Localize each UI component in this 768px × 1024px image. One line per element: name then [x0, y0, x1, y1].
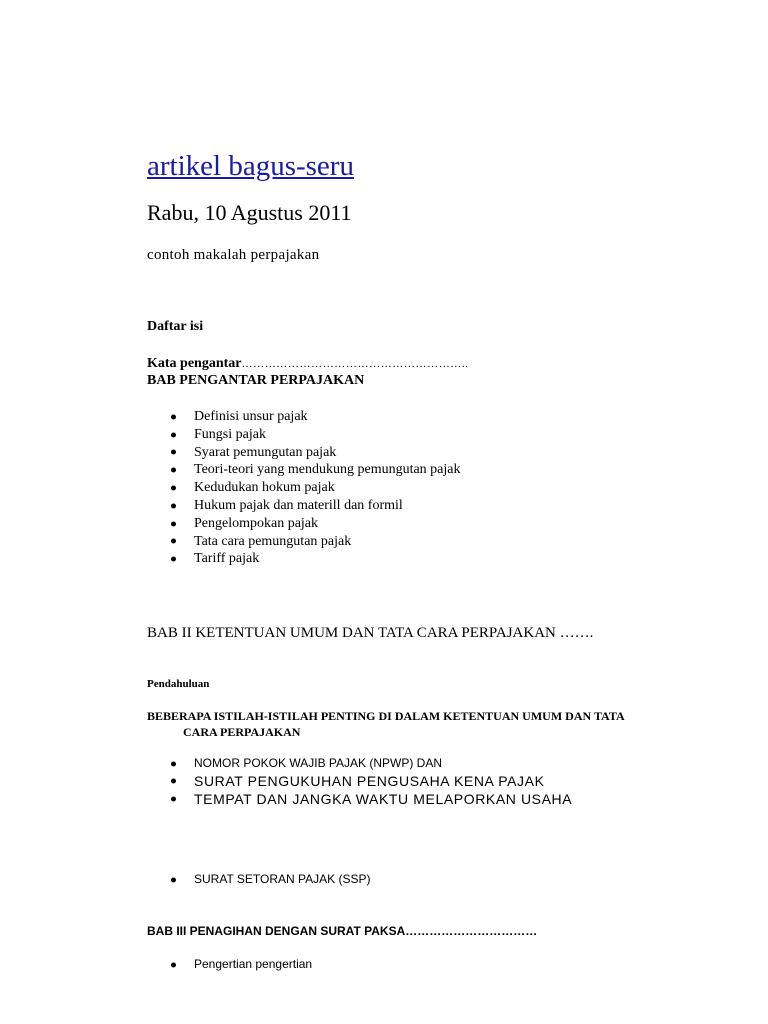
bab2-heading: BAB II KETENTUAN UMUM DAN TATA CARA PERPAJAKAN …….	[147, 625, 594, 641]
kata-pengantar-label: Kata pengantar	[147, 356, 242, 371]
list-item: TEMPAT DAN JANGKA WAKTU MELAPORKAN USAHA	[147, 790, 572, 808]
list-item: Definisi unsur pajak	[147, 408, 461, 426]
bab3-list	[147, 956, 312, 973]
bab2-extra-list	[147, 871, 370, 888]
list-item: Tariff pajak	[147, 550, 461, 568]
list-item: SURAT SETORAN PAJAK (SSP)	[147, 871, 370, 888]
post-title: contoh makalah perpajakan	[147, 247, 320, 263]
beberapa-istilah-heading	[147, 708, 687, 740]
beberapa-line-1: BEBERAPA ISTILAH-ISTILAH PENTING DI DALAM KETENTUAN UMUM DAN TATA	[147, 709, 625, 723]
list-item: Teori-teori yang mendukung pemungutan pajak	[147, 461, 461, 479]
bab2-list	[147, 755, 572, 808]
kata-pengantar-dots: …………………………………………………..	[241, 358, 469, 370]
list-item: Pengertian pengertian	[147, 956, 312, 973]
bab1-heading: BAB PENGANTAR PERPAJAKAN	[147, 373, 365, 388]
pendahuluan-heading: Pendahuluan	[147, 678, 210, 690]
list-item: Hukum pajak dan materill dan formil	[147, 497, 461, 515]
toc-entry-kata-pengantar	[147, 355, 469, 373]
post-date: Rabu, 10 Agustus 2011	[147, 200, 352, 225]
bab3-heading: BAB III PENAGIHAN DENGAN SURAT PAKSA……………………………	[147, 924, 538, 938]
list-item: Kedudukan hokum pajak	[147, 479, 461, 497]
list-item: SURAT PENGUKUHAN PENGUSAHA KENA PAJAK	[147, 772, 572, 790]
list-item: Fungsi pajak	[147, 426, 461, 444]
bab1-list	[147, 408, 461, 568]
list-item: Pengelompokan pajak	[147, 515, 461, 533]
toc-heading: Daftar isi	[147, 319, 204, 334]
list-item: NOMOR POKOK WAJIB PAJAK (NPWP) DAN	[147, 755, 572, 772]
blog-title-link[interactable]: artikel bagus-seru	[147, 150, 354, 182]
list-item: Tata cara pemungutan pajak	[147, 533, 461, 551]
list-item: Syarat pemungutan pajak	[147, 444, 461, 462]
beberapa-line-2: CARA PERPAJAKAN	[183, 725, 301, 739]
